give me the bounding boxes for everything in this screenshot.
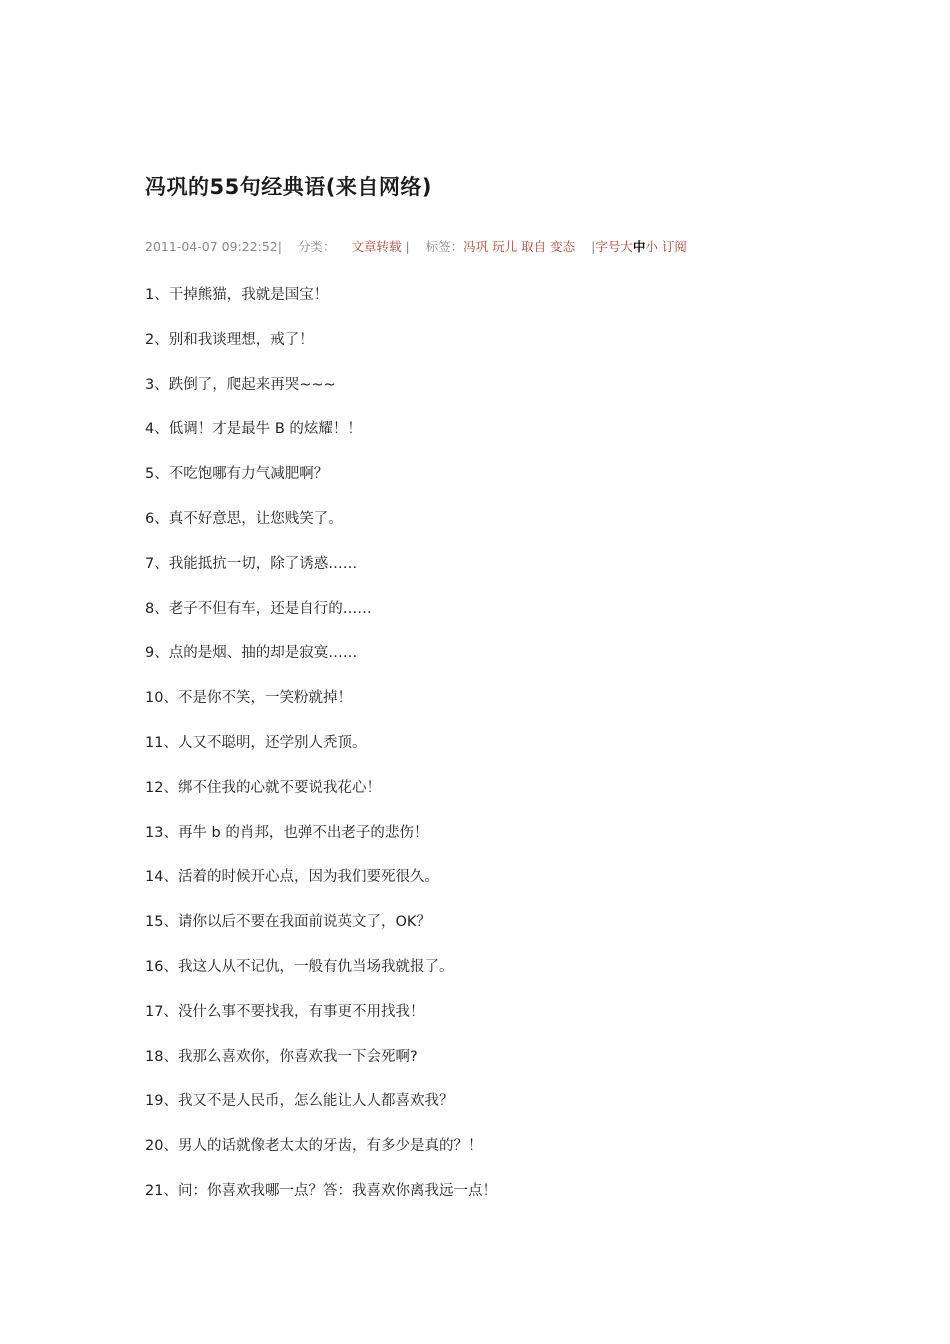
font-size-label: 字号	[595, 239, 621, 254]
tag-link[interactable]: 玩儿	[492, 239, 518, 254]
quote-line: 8、老子不但有车，还是自行的……	[145, 600, 372, 617]
font-size-large-link[interactable]: 大	[620, 239, 633, 254]
category-label: 分类：	[297, 239, 336, 254]
quote-line: 6、真不好意思，让您贱笑了。	[145, 510, 343, 527]
quote-line: 18、我那么喜欢你，你喜欢我一下会死啊?	[145, 1048, 418, 1065]
quote-line: 2、别和我谈理想，戒了！	[145, 331, 314, 348]
meta-separator: |	[591, 239, 596, 254]
quote-line: 11、人又不聪明，还学别人秃顶。	[145, 734, 367, 751]
subscribe-link[interactable]: 订阅	[661, 239, 687, 254]
quote-line: 5、不吃饱哪有力气减肥啊？	[145, 466, 329, 483]
quote-line: 14、活着的时候开心点，因为我们要死很久。	[145, 869, 439, 886]
tag-link[interactable]: 冯巩	[463, 239, 489, 254]
quote-line: 19、我又不是人民币，怎么能让人人都喜欢我？	[145, 1093, 454, 1110]
category-link[interactable]: 文章转载	[351, 239, 402, 254]
tags-label: 标签：	[425, 239, 464, 254]
quote-line: 1、干掉熊猫，我就是国宝！	[145, 287, 329, 303]
quote-line: 4、低调！才是最牛 B 的炫耀！！	[145, 421, 362, 438]
quote-line: 7、我能抵抗一切，除了诱惑……	[145, 555, 358, 572]
tag-link[interactable]: 取自	[521, 239, 547, 254]
quote-line: 9、点的是烟、抽的却是寂寞……	[145, 645, 358, 662]
quote-line: 12、绑不住我的心就不要说我花心！	[145, 779, 381, 796]
quote-line: 20、男人的话就像老太太的牙齿，有多少是真的？！	[145, 1138, 483, 1155]
quote-line: 13、再牛 b 的肖邦，也弹不出老子的悲伤！	[145, 824, 429, 841]
quote-line: 10、不是你不笑，一笑粉就掉！	[145, 690, 352, 707]
quote-line: 16、我这人从不记仇，一般有仇当场我就报了。	[145, 958, 454, 975]
tag-link[interactable]: 变态	[550, 239, 576, 254]
quote-line: 17、没什么事不要找我，有事更不用找我！	[145, 1003, 425, 1020]
article-meta	[145, 237, 687, 255]
quote-line: 3、跌倒了，爬起来再哭~~~	[145, 376, 336, 393]
font-size-medium-current: 中	[632, 239, 646, 254]
quote-line: 15、请你以后不要在我面前说英文了，OK？	[145, 914, 431, 931]
font-size-small-link[interactable]: 小	[645, 239, 658, 254]
quote-list	[145, 285, 845, 1226]
post-datetime: 2011-04-07 09:22:52|	[145, 239, 282, 254]
article-title: 冯巩的55句经典语(来自网络)	[145, 175, 432, 199]
quote-line: 21、问：你喜欢我哪一点？答：我喜欢你离我远一点！	[145, 1182, 497, 1199]
meta-separator: |	[405, 239, 410, 254]
